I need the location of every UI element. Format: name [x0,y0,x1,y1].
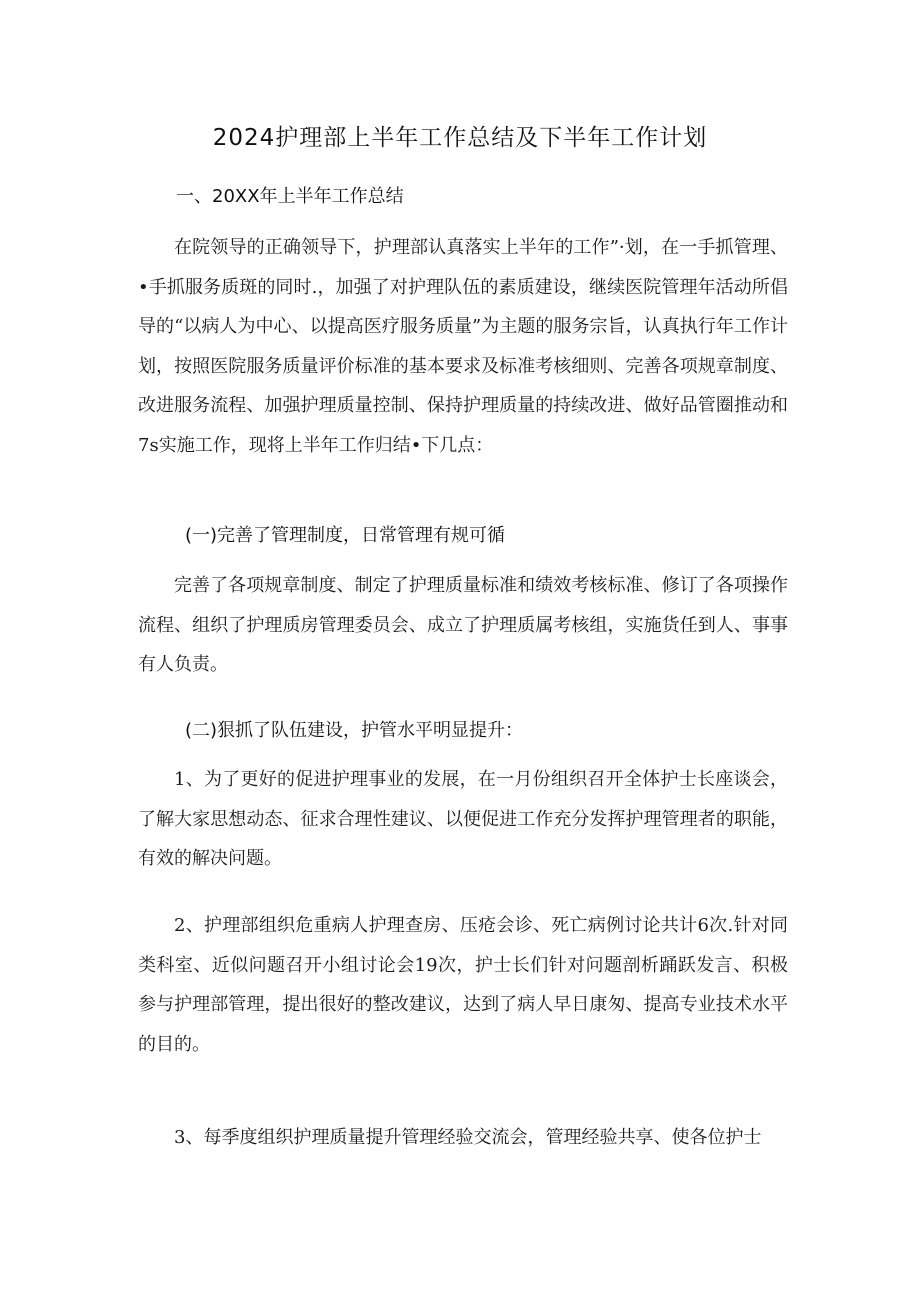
list-item-3: 3、每季度组织护理质量提升管理经验交流会，管理经验共享、使各位护士 [174,1127,762,1148]
subsection-heading-team-building: (二)狠抓了队伍建设，护管水平明显提升： [185,720,524,741]
document-title: 2024护理部上半年工作总结及下半年工作计划 [212,125,708,151]
management-system-paragraph: 完善了各项规章制度、制定了护理质量标准和绩效考核标准、修订了各项操作流程、组织了护理质房管理委员会、成立了护理质属考核组，实施货任到人、事事有人负责。 [138,575,788,675]
list-item-1: 1、为了更好的促进护理事业的发展，在一月份组织召开全体护士长座谈会，了解大家思想动态、征求合理性建议、以便促进工作充分发挥护理管理者的职能，有效的解决问题。 [138,769,788,869]
section-heading-first-half-summary: 一、20XX年上半年工作总结 [176,186,404,207]
intro-paragraph: 在院领导的正确领导下，护理部认真落实上半年的工作”·划，在一手抓管理、•手抓服务质斑的同时.，加强了对护理队伍的素质建设，继续医院管理年活动所倡导的“以病人为中心、以提高医疗服务质量”为主题的服务宗旨，认真执行年工作计划，按照医院服务质量评价标准的基本要求及标准考核细则、完善各项规章制度、改进服务流程、加强护理质量控制、保持护理质量的持续改进、做好品管圈推动和7s实施工作，现将上半年工作归结•下几点： [138,237,788,456]
list-item-2: 2、护理部组织危重病人护理查房、压疮会诊、死亡病例讨论共计6次.针对同类科室、近似问题召开小组讨论会19次，护士长们针对问题剖析踊跃发言、积极参与护理部管理，提出很好的整改建议，达到了病人早日康匆、提高专业技术水平的目的。 [138,915,788,1055]
subsection-heading-management-system: (一)完善了管理制度，日常管理有规可循 [185,525,506,546]
